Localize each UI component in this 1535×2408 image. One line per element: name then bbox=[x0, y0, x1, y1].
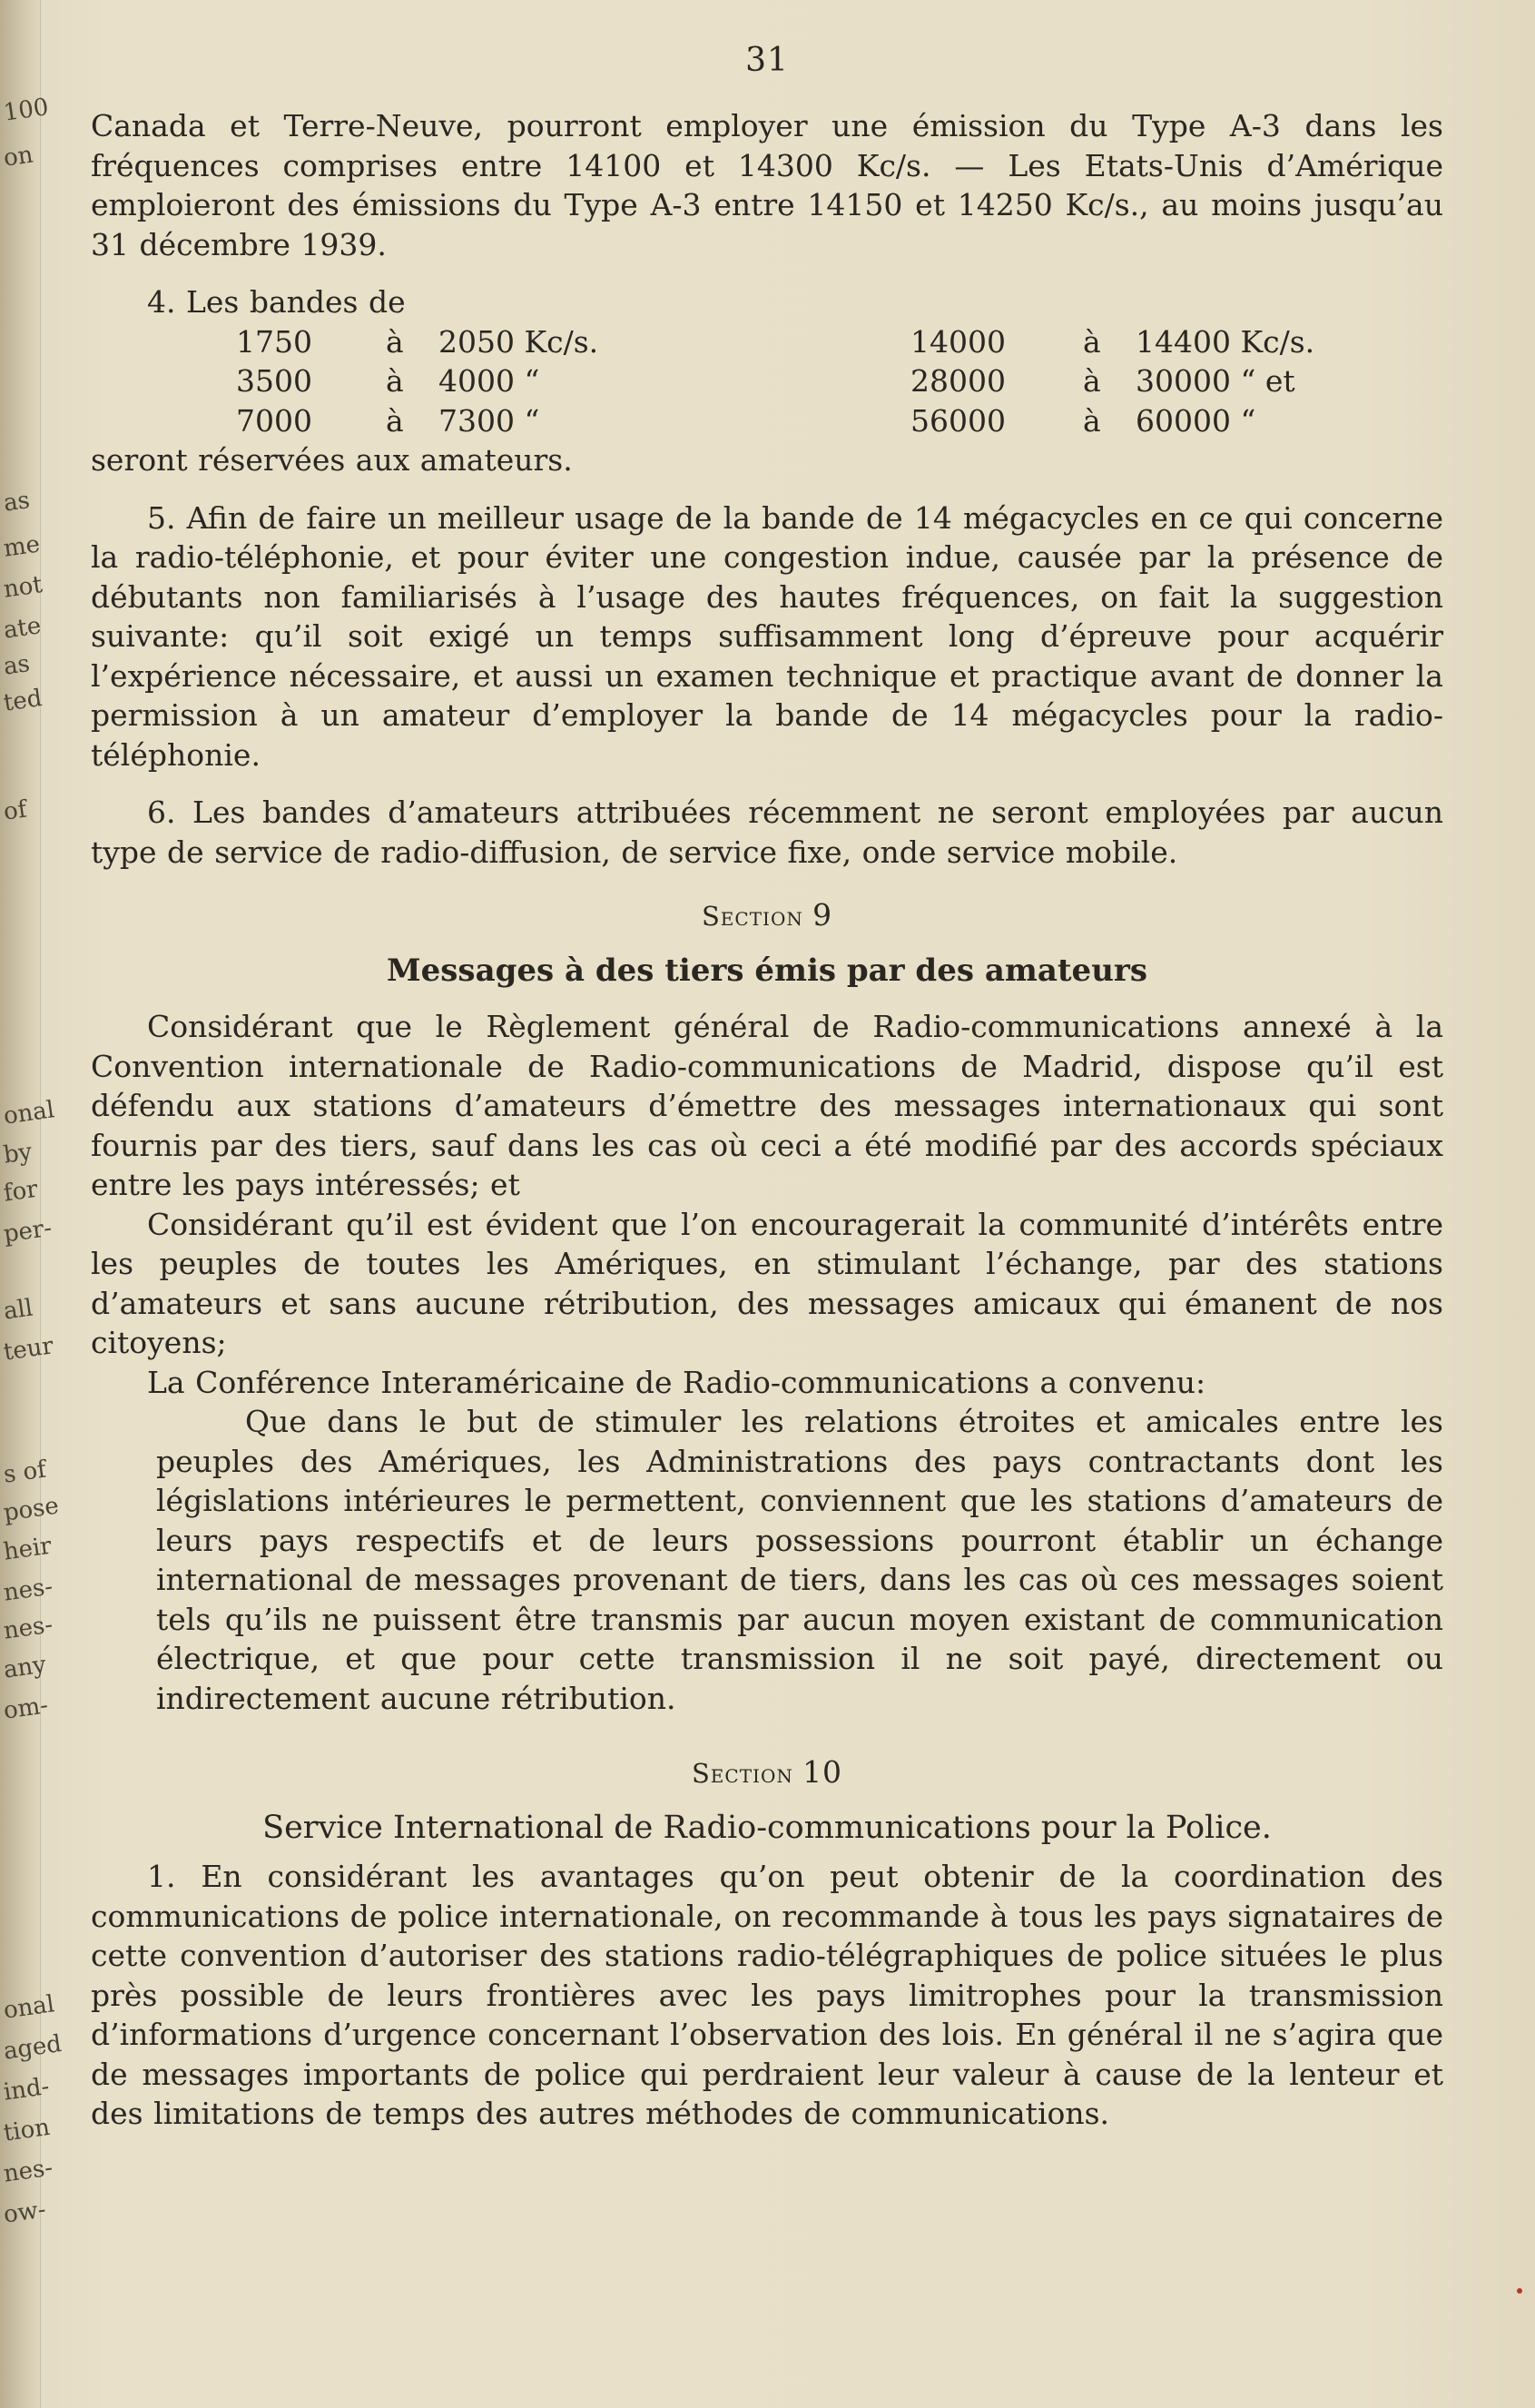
band-start-2: 56000 bbox=[910, 402, 1006, 439]
margin-fragment: all bbox=[2, 1294, 35, 1326]
amateur-bands-table bbox=[236, 322, 1314, 441]
section-9-paragraph-3: La Conférence Interaméricaine de Radio-communications a convenu: bbox=[147, 1364, 1206, 1400]
margin-fragment: by bbox=[2, 1138, 34, 1169]
item-4-end: seront réservées aux amateurs. bbox=[91, 442, 573, 478]
margin-fragment: for bbox=[2, 1175, 40, 1208]
section-10-number: 10 bbox=[802, 1754, 843, 1790]
margin-fragment: any bbox=[2, 1651, 48, 1684]
section-9-resolution-quote bbox=[156, 1402, 1443, 1718]
margin-fragment: of bbox=[2, 795, 29, 826]
band-end-2: 60000 “ bbox=[1136, 402, 1256, 439]
section-9-title: Messages à des tiers émis par des amateurs bbox=[387, 952, 1147, 989]
margin-fragment: onal bbox=[2, 1096, 56, 1130]
margin-fragment: ow- bbox=[2, 2196, 48, 2229]
band-separator-2: à bbox=[1083, 323, 1101, 360]
margin-fragment: aged bbox=[2, 2030, 64, 2066]
section-9-number: 9 bbox=[812, 897, 833, 933]
band-end-2: 14400 Kc/s. bbox=[1136, 323, 1315, 360]
margin-fragment: as bbox=[2, 486, 32, 518]
margin-fragment: tion bbox=[2, 2113, 52, 2147]
margin-fragment: nes- bbox=[2, 1573, 54, 1607]
margin-fragment: not bbox=[2, 571, 44, 604]
margin-fragment: ind- bbox=[2, 2072, 52, 2107]
band-end-2: 30000 “ et bbox=[1136, 363, 1295, 399]
band-separator: à bbox=[386, 402, 404, 439]
section-9-paragraph-1: Considérant que le Règlement général de Radio-communications annexé à la Convention internationale de Radio-communications de Madrid, dispose qu’il est défendu aux stations d’amateurs d’émettre des messages internationaux qui sont fournis par des tiers, sauf dans les cas où ceci a été modifié par des accords spéciaux entre les pays intéressés; et bbox=[91, 1009, 1443, 1202]
intro-paragraph: Canada et Terre-Neuve, pourront employer une émission du Type A-3 dans les fréquences comprises entre 14100 et 14300 Kc/s. — Les Etats-Unis d’Amérique emploieront des émissions du Type A-3 entre 14150 et 14250 Kc/s., au moins jusqu’au 31 décembre 1939. bbox=[91, 108, 1443, 262]
band-start: 1750 bbox=[236, 323, 312, 360]
margin-fragment: ted bbox=[2, 685, 44, 717]
band-separator: à bbox=[386, 323, 404, 360]
margin-fragment: nes- bbox=[2, 2154, 54, 2188]
band-end: 2050 Kc/s. bbox=[438, 323, 599, 360]
section-9-label: Section bbox=[701, 901, 803, 932]
margin-fragment: s of bbox=[2, 1456, 48, 1489]
section-10-paragraph-1: 1. En considérant les avantages qu’on peut obtenir de la coordination des communications de police internationale, on recommande à tous les pays signataires de cette convention d’autoriser des stations radio-télégraphiques de police situées le plus près possible de leurs frontières avec les pays limitrophes pour la transmission d’informations d’urgence concernant l’observation des lois. En général il ne s’agira que de messages importants de police qui perdraient leur valeur à cause de la lenteur et des limitations de temps des autres méthodes de communications. bbox=[91, 1859, 1443, 2131]
band-end: 7300 “ bbox=[438, 402, 540, 439]
margin-fragment: pose bbox=[2, 1492, 61, 1527]
section-9-heading bbox=[91, 897, 1443, 933]
page-number: 31 bbox=[745, 42, 789, 79]
band-start-2: 14000 bbox=[910, 323, 1006, 360]
band-row bbox=[236, 401, 1314, 441]
margin-fragment: ate bbox=[2, 612, 44, 645]
ink-speck bbox=[1517, 2288, 1522, 2294]
margin-fragment: as bbox=[2, 649, 32, 681]
band-start: 3500 bbox=[236, 363, 312, 399]
band-separator-2: à bbox=[1083, 402, 1101, 439]
item-6-paragraph: 6. Les bandes d’amateurs attribuées récemment ne seront employées par aucun type de service de radio-diffusion, de service fixe, onde service mobile. bbox=[91, 794, 1443, 870]
margin-fragment: per- bbox=[2, 1214, 54, 1248]
item-4-label: 4. Les bandes de bbox=[147, 284, 406, 320]
item-5-paragraph: 5. Afin de faire un meilleur usage de la bande de 14 mégacycles en ce qui concerne la radio-téléphonie, et pour éviter une congestion indue, causée par la présence de débutants non familiarisés à l’usage des hautes fréquences, on fait la suggestion suivante: qu’il soit exigé un temps suffisamment long d’épreuve pour acquérir l’expérience nécessaire, et aussi un examen technique et practique avant de donner la permission à un amateur d’employer la bande de 14 mégacycles pour la radio-téléphonie. bbox=[91, 499, 1443, 773]
band-row bbox=[236, 322, 1314, 362]
margin-fragment: om- bbox=[2, 1692, 50, 1725]
margin-fragment: nes- bbox=[2, 1611, 54, 1645]
margin-fragment: teur bbox=[2, 1332, 55, 1367]
margin-fragment: on bbox=[2, 141, 35, 173]
section-10-label: Section bbox=[691, 1758, 793, 1789]
margin-fragment: 100 bbox=[2, 94, 51, 127]
margin-fragment: heir bbox=[2, 1532, 54, 1566]
section-10-heading bbox=[91, 1754, 1443, 1790]
band-start: 7000 bbox=[236, 402, 312, 439]
page-content bbox=[91, 33, 1443, 2134]
band-separator-2: à bbox=[1083, 363, 1101, 399]
band-start-2: 28000 bbox=[910, 363, 1006, 399]
band-row bbox=[236, 361, 1314, 401]
section-9-paragraph-2: Considérant qu’il est évident que l’on encouragerait la communité d’intérêts entre les peuples de toutes les Amériques, en stimulant l’échange, par des stations d’amateurs et sans aucune rétribution, des messages amicaux qui émanent de nos citoyens; bbox=[91, 1206, 1443, 1360]
section-10-title: Service International de Radio-communications pour la Police. bbox=[262, 1810, 1272, 1846]
margin-fragment: onal bbox=[2, 1990, 56, 2025]
margin-fragment: me bbox=[2, 530, 42, 563]
band-separator: à bbox=[386, 363, 404, 399]
band-end: 4000 “ bbox=[438, 363, 540, 399]
section-9-resolution-text: Que dans le but de stimuler les relations étroites et amicales entre les peuples des Amériques, les Administrations des pays contractants dont les législations intérieures le permettent, conviennent que les stations d’amateurs de leurs pays respectifs et de leurs possessions pourront établir un échange international de messages provenant de tiers, dans les cas où ces messages soient tels qu’ils ne puissent être transmis par aucun moyen existant de communication électrique, et que pour cette transmission il ne soit payé, directement ou indirectement aucune rétribution. bbox=[156, 1404, 1443, 1716]
previous-page-edge bbox=[0, 0, 64, 2408]
